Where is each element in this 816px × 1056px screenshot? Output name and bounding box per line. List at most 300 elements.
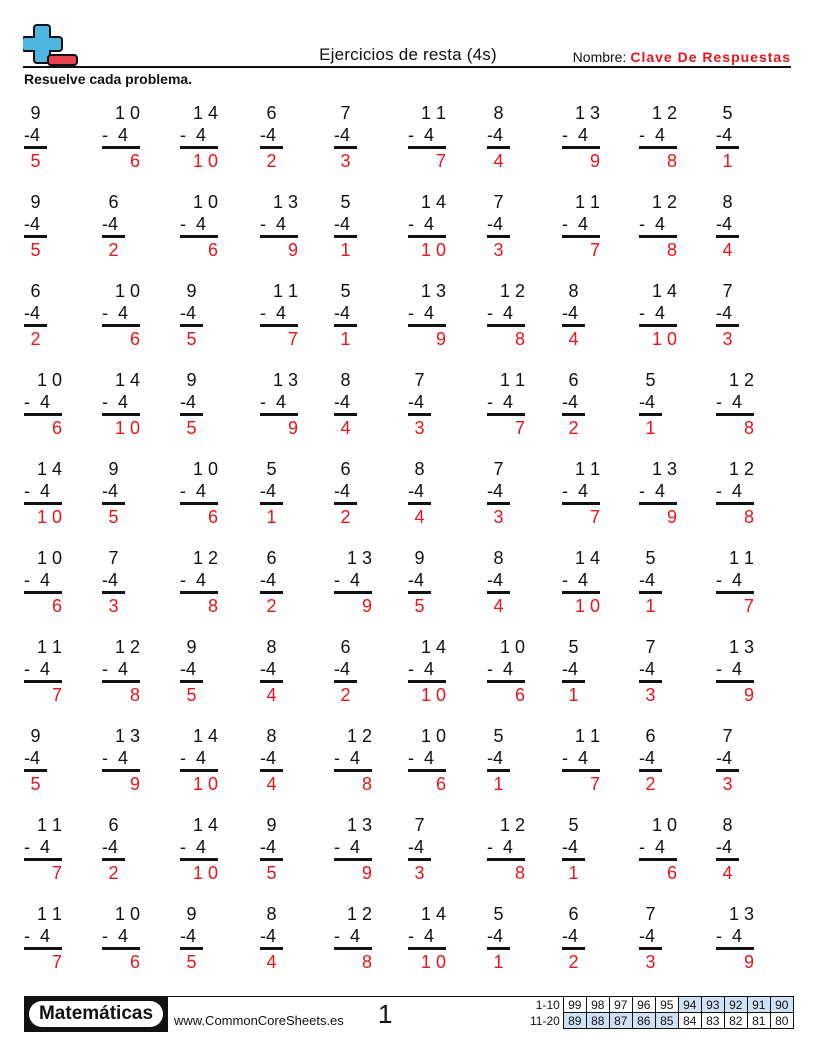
subtrahend: -4 — [24, 125, 41, 145]
score-cell: 90 — [770, 997, 793, 1013]
answer: 3 — [493, 507, 504, 527]
answer: 7 — [51, 685, 62, 705]
score-row — [527, 1013, 793, 1029]
subtrahend: -4 — [408, 837, 425, 857]
answer: 9 — [589, 151, 600, 171]
subtraction-problem — [716, 369, 754, 440]
score-table — [527, 996, 794, 1029]
subtrahend: -4 — [334, 303, 351, 323]
answer: 6 — [51, 418, 62, 438]
subtraction-problem — [562, 191, 600, 262]
subtraction-problem — [260, 458, 283, 529]
answer: 1 — [568, 863, 579, 883]
answer: 7 — [589, 507, 600, 527]
subtrahend: -4 — [716, 125, 733, 145]
answer: 4 — [266, 774, 277, 794]
answer: 3 — [493, 240, 504, 260]
subtrahend: -4 — [639, 570, 656, 590]
answer: 6 — [129, 952, 140, 972]
score-cell: 82 — [724, 1013, 747, 1029]
score-cell: 87 — [609, 1013, 632, 1029]
score-range-label: 11-20 — [530, 1013, 560, 1028]
answer: 7 — [287, 329, 298, 349]
minuend: 1 0 — [36, 548, 62, 568]
answer: 8 — [361, 774, 372, 794]
subtraction-problem — [180, 725, 218, 796]
answer: 5 — [30, 151, 41, 171]
minuend: 1 1 — [36, 637, 62, 657]
subtraction-problem — [180, 102, 218, 173]
minuend: 1 2 — [499, 281, 525, 301]
answer: 4 — [722, 240, 733, 260]
minuend: 6 — [645, 726, 656, 746]
subtrahend: -4 — [487, 125, 504, 145]
answer: 5 — [186, 952, 197, 972]
subtrahend: -4 — [716, 214, 733, 234]
subtrahend: -4 — [334, 392, 351, 412]
score-cell: 97 — [609, 997, 632, 1013]
subtraction-problem — [260, 369, 298, 440]
answer: 4 — [493, 596, 504, 616]
minuend: 1 2 — [346, 726, 372, 746]
subtrahend: -4 — [334, 214, 351, 234]
score-cell: 80 — [770, 1013, 793, 1029]
subtrahend: - 4 — [102, 926, 129, 946]
subtraction-problem — [408, 369, 431, 440]
subtraction-problem — [487, 369, 525, 440]
minuend: 8 — [493, 103, 504, 123]
subtraction-problem — [562, 814, 585, 885]
subtraction-problem — [408, 725, 446, 796]
minuend: 9 — [266, 815, 277, 835]
answer: 8 — [514, 863, 525, 883]
subtrahend: - 4 — [487, 837, 514, 857]
answer: 1 — [645, 596, 656, 616]
subtrahend: -4 — [260, 481, 277, 501]
subtrahend: - 4 — [102, 125, 129, 145]
subtrahend: - 4 — [562, 570, 589, 590]
subtraction-problem — [639, 725, 662, 796]
subtraction-problem — [24, 903, 62, 974]
subtraction-problem — [639, 903, 662, 974]
minuend: 1 4 — [420, 192, 446, 212]
subtrahend: - 4 — [102, 748, 129, 768]
subtrahend: - 4 — [562, 125, 589, 145]
subtraction-problem — [180, 458, 218, 529]
answer: 5 — [186, 418, 197, 438]
answer: 1 0 — [36, 507, 62, 527]
subtrahend: -4 — [408, 481, 425, 501]
answer: 8 — [207, 596, 218, 616]
subtrahend: - 4 — [180, 570, 207, 590]
subtrahend: -4 — [260, 748, 277, 768]
subtrahend: -4 — [102, 481, 119, 501]
answer: 2 — [645, 774, 656, 794]
answer: 4 — [722, 863, 733, 883]
subtrahend: - 4 — [639, 214, 666, 234]
minuend: 9 — [186, 637, 197, 657]
subtraction-problem — [716, 547, 754, 618]
subtraction-problem — [102, 191, 125, 262]
minuend: 1 4 — [420, 637, 446, 657]
answer: 5 — [30, 774, 41, 794]
subtraction-problem — [334, 814, 372, 885]
answer: 2 — [30, 329, 41, 349]
subtraction-problem — [334, 725, 372, 796]
subtraction-problem — [180, 814, 218, 885]
score-range-label: 1-10 — [535, 997, 560, 1012]
subtraction-problem — [334, 636, 357, 707]
minuend: 7 — [722, 726, 733, 746]
answer: 9 — [743, 952, 754, 972]
minuend: 1 2 — [651, 103, 677, 123]
subtrahend: - 4 — [180, 748, 207, 768]
subtrahend: - 4 — [180, 837, 207, 857]
answer: 1 0 — [192, 151, 218, 171]
minuend: 6 — [108, 815, 119, 835]
subtraction-problem — [639, 458, 677, 529]
answer: 3 — [722, 329, 733, 349]
subtraction-problem — [24, 458, 62, 529]
subtrahend: - 4 — [639, 481, 666, 501]
answer: 6 — [207, 507, 218, 527]
answer: 9 — [435, 329, 446, 349]
subtrahend: - 4 — [716, 392, 743, 412]
subtrahend: -4 — [639, 926, 656, 946]
subtrahend: - 4 — [102, 303, 129, 323]
subtrahend: - 4 — [639, 303, 666, 323]
minuend: 1 1 — [272, 281, 298, 301]
subtraction-problem — [24, 191, 47, 262]
subtraction-problem — [487, 725, 510, 796]
subtrahend: -4 — [639, 748, 656, 768]
subtraction-problem — [102, 458, 125, 529]
answer: 3 — [108, 596, 119, 616]
subtrahend: - 4 — [487, 392, 514, 412]
answer: 1 0 — [420, 952, 446, 972]
minuend: 5 — [722, 103, 733, 123]
subtrahend: - 4 — [639, 837, 666, 857]
subtraction-problem — [24, 102, 47, 173]
subtrahend: -4 — [562, 303, 579, 323]
minuend: 1 3 — [346, 815, 372, 835]
answer: 4 — [266, 685, 277, 705]
subtrahend: - 4 — [180, 125, 207, 145]
minuend: 9 — [108, 459, 119, 479]
minuend: 8 — [493, 548, 504, 568]
minuend: 6 — [568, 370, 579, 390]
score-cell: 89 — [563, 1013, 586, 1029]
subtrahend: - 4 — [24, 659, 51, 679]
minuend: 1 2 — [346, 904, 372, 924]
minuend: 6 — [568, 904, 579, 924]
answer: 3 — [645, 685, 656, 705]
minuend: 5 — [340, 281, 351, 301]
subtrahend: -4 — [180, 392, 197, 412]
subtraction-problem — [24, 280, 47, 351]
minuend: 5 — [493, 904, 504, 924]
minuend: 1 2 — [114, 637, 140, 657]
minuend: 1 2 — [192, 548, 218, 568]
subtrahend: - 4 — [334, 748, 361, 768]
subtraction-problem — [716, 458, 754, 529]
answer: 1 0 — [574, 596, 600, 616]
minuend: 1 1 — [574, 726, 600, 746]
minuend: 5 — [568, 815, 579, 835]
subtraction-problem — [562, 636, 585, 707]
minuend: 9 — [30, 103, 41, 123]
subtraction-problem — [102, 102, 140, 173]
subtraction-problem — [716, 191, 739, 262]
answer: 2 — [108, 863, 119, 883]
subtrahend: - 4 — [334, 570, 361, 590]
subtraction-problem — [334, 547, 372, 618]
minuend: 1 3 — [346, 548, 372, 568]
subtrahend: -4 — [260, 570, 277, 590]
subtraction-problem — [408, 814, 431, 885]
subtrahend: -4 — [24, 214, 41, 234]
subtraction-problem — [408, 547, 431, 618]
subtrahend: - 4 — [408, 303, 435, 323]
answer: 8 — [129, 685, 140, 705]
minuend: 1 0 — [114, 904, 140, 924]
answer: 6 — [514, 685, 525, 705]
subtrahend: -4 — [102, 214, 119, 234]
subtrahend: - 4 — [180, 481, 207, 501]
brand-label: Matemáticas — [29, 1001, 163, 1027]
subtraction-problem — [487, 636, 525, 707]
subtraction-problem — [102, 369, 140, 440]
answer: 1 0 — [420, 685, 446, 705]
subtrahend: -4 — [562, 659, 579, 679]
subtrahend: -4 — [260, 837, 277, 857]
minuend: 6 — [340, 637, 351, 657]
subtrahend: -4 — [487, 748, 504, 768]
score-cell: 91 — [747, 997, 770, 1013]
subtrahend: - 4 — [260, 392, 287, 412]
subtraction-problem — [260, 814, 283, 885]
subtraction-problem — [180, 903, 203, 974]
subtrahend: -4 — [487, 570, 504, 590]
subtrahend: - 4 — [716, 926, 743, 946]
subtraction-problem — [562, 725, 600, 796]
subtraction-problem — [260, 191, 298, 262]
subtraction-problem — [716, 814, 739, 885]
answer: 6 — [51, 596, 62, 616]
minuend: 7 — [722, 281, 733, 301]
minuend: 8 — [266, 904, 277, 924]
answer: 9 — [129, 774, 140, 794]
minuend: 8 — [266, 637, 277, 657]
answer: 8 — [514, 329, 525, 349]
answer: 5 — [186, 329, 197, 349]
subtraction-problem — [180, 547, 218, 618]
subtraction-problem — [716, 280, 739, 351]
minuend: 1 1 — [36, 904, 62, 924]
answer: 1 — [568, 685, 579, 705]
subtraction-problem — [260, 636, 283, 707]
minuend: 1 0 — [114, 281, 140, 301]
subtraction-problem — [180, 280, 203, 351]
minuend: 5 — [340, 192, 351, 212]
subtraction-problem — [487, 903, 510, 974]
minuend: 1 1 — [574, 459, 600, 479]
minuend: 1 0 — [114, 103, 140, 123]
subtrahend: -4 — [487, 481, 504, 501]
subtraction-problem — [639, 280, 677, 351]
subtraction-problem — [334, 280, 357, 351]
answer: 1 0 — [192, 774, 218, 794]
brand-badge — [24, 996, 168, 1032]
minuend: 1 4 — [36, 459, 62, 479]
subtrahend: - 4 — [24, 392, 51, 412]
answer: 2 — [266, 596, 277, 616]
minuend: 6 — [108, 192, 119, 212]
answer: 1 — [266, 507, 277, 527]
subtrahend: - 4 — [408, 659, 435, 679]
answer: 7 — [51, 863, 62, 883]
subtraction-problem — [487, 458, 510, 529]
minuend: 7 — [340, 103, 351, 123]
subtrahend: -4 — [408, 392, 425, 412]
answer: 1 0 — [192, 863, 218, 883]
answer: 8 — [361, 952, 372, 972]
subtrahend: -4 — [334, 125, 351, 145]
minuend: 1 1 — [499, 370, 525, 390]
minuend: 8 — [568, 281, 579, 301]
subtrahend: -4 — [24, 303, 41, 323]
subtraction-problem — [408, 903, 446, 974]
minuend: 6 — [266, 548, 277, 568]
subtrahend: - 4 — [716, 659, 743, 679]
answer: 9 — [361, 863, 372, 883]
subtraction-problem — [180, 636, 203, 707]
minuend: 7 — [645, 637, 656, 657]
subtraction-problem — [24, 547, 62, 618]
minuend: 8 — [414, 459, 425, 479]
minuend: 1 3 — [728, 904, 754, 924]
minuend: 1 0 — [499, 637, 525, 657]
subtraction-problem — [562, 102, 600, 173]
score-cell: 86 — [632, 1013, 655, 1029]
minuend: 1 2 — [728, 370, 754, 390]
subtrahend: - 4 — [562, 748, 589, 768]
minuend: 1 2 — [651, 192, 677, 212]
answer: 3 — [722, 774, 733, 794]
answer: 5 — [266, 863, 277, 883]
minuend: 1 0 — [36, 370, 62, 390]
minuend: 1 3 — [114, 726, 140, 746]
subtrahend: -4 — [260, 926, 277, 946]
minuend: 1 4 — [574, 548, 600, 568]
score-cell: 83 — [701, 1013, 724, 1029]
subtrahend: - 4 — [408, 214, 435, 234]
answer: 3 — [414, 418, 425, 438]
subtrahend: - 4 — [260, 214, 287, 234]
subtrahend: - 4 — [102, 392, 129, 412]
subtraction-problem — [716, 102, 739, 173]
minuend: 5 — [266, 459, 277, 479]
instructions: Resuelve cada problema. — [24, 71, 193, 87]
subtrahend: -4 — [639, 659, 656, 679]
answer: 1 0 — [420, 240, 446, 260]
answer: 3 — [645, 952, 656, 972]
answer: 8 — [666, 151, 677, 171]
subtrahend: -4 — [102, 570, 119, 590]
answer: 7 — [589, 240, 600, 260]
answer: 2 — [340, 507, 351, 527]
subtraction-problem — [639, 369, 662, 440]
subtraction-problem — [260, 280, 298, 351]
minuend: 1 3 — [574, 103, 600, 123]
minuend: 7 — [108, 548, 119, 568]
answer: 4 — [493, 151, 504, 171]
subtraction-problem — [334, 903, 372, 974]
minuend: 8 — [722, 815, 733, 835]
minuend: 1 0 — [192, 459, 218, 479]
minuend: 1 2 — [728, 459, 754, 479]
subtrahend: -4 — [562, 392, 579, 412]
answer: 6 — [129, 329, 140, 349]
score-cell: 92 — [724, 997, 747, 1013]
subtraction-problem — [102, 547, 125, 618]
subtraction-problem — [334, 102, 357, 173]
score-cell: 96 — [632, 997, 655, 1013]
answer: 2 — [108, 240, 119, 260]
answer: 7 — [435, 151, 446, 171]
subtraction-problem — [408, 280, 446, 351]
site-url: www.CommonCoreSheets.es — [174, 1013, 344, 1028]
minuend: 5 — [568, 637, 579, 657]
name-label: Nombre: — [572, 49, 627, 65]
answer: 1 0 — [114, 418, 140, 438]
minuend: 6 — [30, 281, 41, 301]
subtraction-problem — [562, 903, 585, 974]
answer: 6 — [129, 151, 140, 171]
subtraction-problem — [408, 191, 446, 262]
minuend: 1 4 — [651, 281, 677, 301]
answer: 5 — [30, 240, 41, 260]
subtraction-problem — [562, 369, 585, 440]
subtraction-problem — [408, 102, 446, 173]
subtraction-problem — [102, 280, 140, 351]
answer: 5 — [108, 507, 119, 527]
answer: 8 — [743, 418, 754, 438]
score-cell: 84 — [678, 1013, 701, 1029]
score-row — [527, 997, 793, 1013]
minuend: 5 — [493, 726, 504, 746]
minuend: 7 — [645, 904, 656, 924]
subtrahend: - 4 — [639, 125, 666, 145]
answer: 1 — [493, 774, 504, 794]
subtraction-problem — [487, 280, 525, 351]
subtraction-problem — [260, 102, 283, 173]
subtrahend: -4 — [334, 481, 351, 501]
subtrahend: -4 — [716, 748, 733, 768]
answer: 3 — [414, 863, 425, 883]
minuend: 9 — [30, 192, 41, 212]
answer: 3 — [340, 151, 351, 171]
minuend: 1 3 — [420, 281, 446, 301]
subtraction-problem — [487, 102, 510, 173]
answer: 1 — [340, 240, 351, 260]
minuend: 1 1 — [420, 103, 446, 123]
subtrahend: - 4 — [716, 481, 743, 501]
minuend: 7 — [414, 815, 425, 835]
answer: 5 — [186, 685, 197, 705]
subtraction-problem — [102, 814, 125, 885]
minuend: 1 3 — [272, 370, 298, 390]
